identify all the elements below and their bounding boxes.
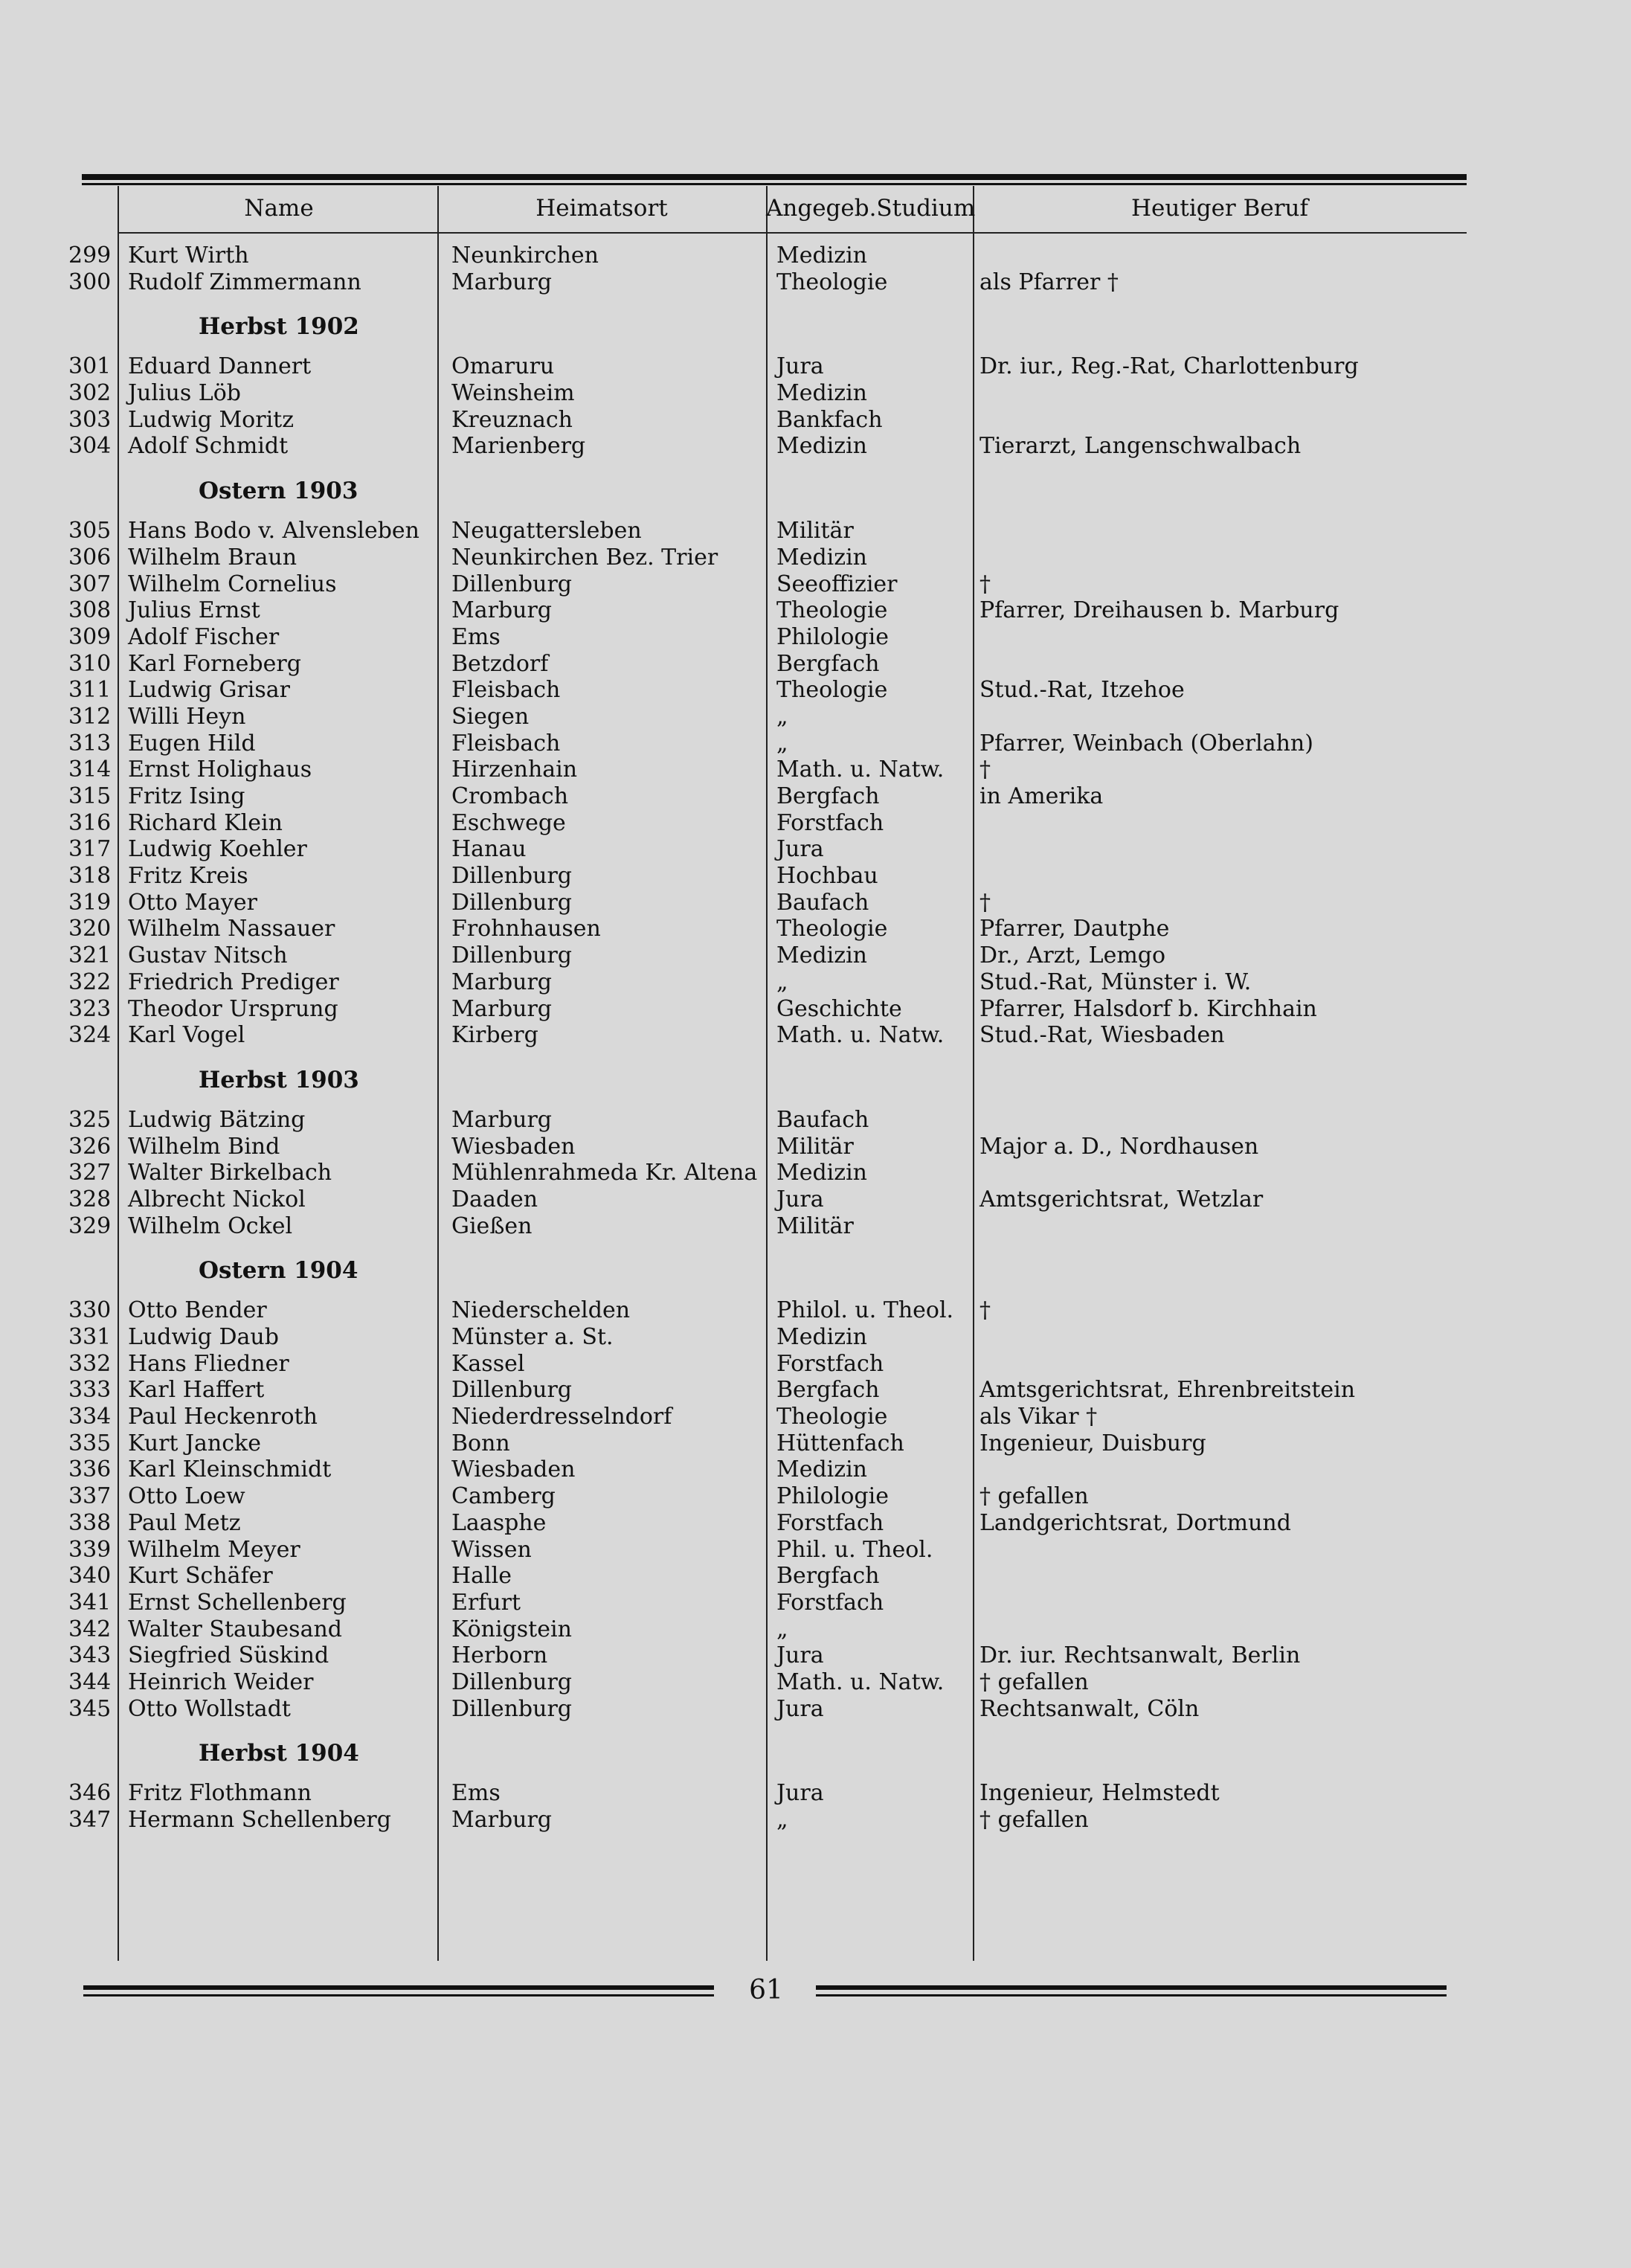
hometown: Fleisbach — [451, 677, 561, 704]
student-name: Wilhelm Cornelius — [128, 571, 337, 597]
hometown: Dillenburg — [451, 1668, 572, 1695]
profession: Major a. D., Nordhausen — [979, 1133, 1259, 1160]
hometown: Halle — [451, 1563, 512, 1590]
footer-rule-left — [83, 1985, 714, 1990]
study-field: Forstfach — [776, 1509, 884, 1536]
study-field: Jura — [776, 1695, 824, 1722]
spacer — [68, 234, 1467, 242]
student-name: Paul Metz — [128, 1509, 241, 1536]
study-field: Bergfach — [776, 1377, 880, 1404]
hometown: Mühlenrahmeda Kr. Altena — [451, 1160, 758, 1186]
table-row — [68, 651, 1467, 678]
hometown: Neunkirchen Bez. Trier — [451, 544, 718, 571]
hometown: Erfurt — [451, 1589, 521, 1616]
hometown: Siegen — [451, 703, 530, 730]
student-name: Otto Mayer — [128, 889, 257, 916]
profession: Pfarrer, Dautphe — [979, 916, 1170, 942]
hometown: Omaruru — [451, 353, 555, 380]
header-profession: Heutiger Beruf — [1131, 195, 1308, 222]
study-field: Baufach — [776, 1106, 869, 1133]
row-number: 302 — [68, 380, 112, 407]
study-field: Jura — [776, 1186, 824, 1212]
table-row — [68, 730, 1467, 757]
table-row — [68, 1483, 1467, 1510]
row-number: 337 — [68, 1483, 112, 1510]
hometown: Wiesbaden — [451, 1456, 576, 1483]
study-field: Seeoffizier — [776, 571, 898, 597]
student-name: Ludwig Grisar — [128, 677, 290, 704]
student-name: Otto Wollstadt — [128, 1695, 291, 1722]
footer-rule-right-thin — [816, 1994, 1447, 1996]
study-field: Baufach — [776, 889, 869, 916]
profession: als Pfarrer † — [979, 269, 1119, 295]
header-name: Name — [244, 195, 314, 222]
profession: Stud.-Rat, Wiesbaden — [979, 1022, 1225, 1049]
row-number: 346 — [68, 1780, 112, 1807]
table-row — [68, 1780, 1467, 1807]
table-row — [68, 1351, 1467, 1378]
hometown: Eschwege — [451, 809, 566, 836]
hometown: Marburg — [451, 1106, 553, 1133]
student-name: Kurt Jancke — [128, 1430, 261, 1456]
student-name: Kurt Wirth — [128, 242, 249, 269]
table-row — [68, 783, 1467, 810]
hometown: Niederdresselndorf — [451, 1404, 672, 1430]
hometown: Marburg — [451, 995, 553, 1022]
row-number: 342 — [68, 1616, 112, 1642]
student-name: Adolf Fischer — [128, 623, 280, 650]
table-row — [68, 269, 1467, 296]
student-name: Ernst Holighaus — [128, 756, 312, 783]
profession: als Vikar † — [979, 1404, 1098, 1430]
student-name: Fritz Flothmann — [128, 1780, 312, 1807]
student-name: Ludwig Koehler — [128, 836, 307, 863]
table-row — [68, 1510, 1467, 1537]
row-number: 326 — [68, 1133, 112, 1160]
hometown: Kassel — [451, 1350, 525, 1377]
study-field: Bergfach — [776, 650, 880, 677]
row-number: 300 — [68, 269, 112, 295]
student-name: Rudolf Zimmermann — [128, 269, 361, 295]
hometown: Neugattersleben — [451, 518, 642, 544]
study-field: Medizin — [776, 942, 867, 969]
student-name: Walter Staubesand — [128, 1616, 342, 1642]
table-row — [68, 677, 1467, 704]
study-field: Medizin — [776, 242, 867, 269]
profession: Amtsgerichtsrat, Wetzlar — [979, 1186, 1264, 1212]
hometown: Königstein — [451, 1616, 572, 1642]
row-number: 333 — [68, 1377, 112, 1404]
student-name: Wilhelm Nassauer — [128, 916, 335, 942]
profession: Dr., Arzt, Lemgo — [979, 942, 1166, 969]
row-number: 321 — [68, 942, 112, 969]
table-row — [68, 756, 1467, 783]
student-name: Heinrich Weider — [128, 1668, 314, 1695]
footer-rule-right — [816, 1985, 1447, 1990]
table-row — [68, 380, 1467, 407]
table-row — [68, 1107, 1467, 1134]
study-field: „ — [776, 1616, 788, 1642]
study-field: Jura — [776, 1642, 824, 1669]
table-row — [68, 1669, 1467, 1696]
row-number: 336 — [68, 1456, 112, 1483]
hometown: Bonn — [451, 1430, 510, 1456]
hometown: Dillenburg — [451, 1695, 572, 1722]
table-row — [68, 597, 1467, 624]
student-name: Wilhelm Bind — [128, 1133, 280, 1160]
table-row — [68, 1430, 1467, 1457]
student-name: Friedrich Prediger — [128, 968, 339, 995]
row-number: 309 — [68, 623, 112, 650]
row-number: 347 — [68, 1807, 112, 1833]
row-number: 338 — [68, 1509, 112, 1536]
student-name: Paul Heckenroth — [128, 1404, 318, 1430]
table-row — [68, 407, 1467, 434]
section-heading — [68, 295, 1467, 353]
student-name: Wilhelm Meyer — [128, 1536, 300, 1563]
student-name: Richard Klein — [128, 809, 283, 836]
student-name: Kurt Schäfer — [128, 1563, 273, 1590]
row-number: 313 — [68, 730, 112, 756]
table-row — [68, 433, 1467, 460]
page-footer — [0, 1975, 1631, 2020]
table-row — [68, 1696, 1467, 1723]
hometown: Marburg — [451, 269, 553, 295]
study-field: Theologie — [776, 916, 888, 942]
study-field: Philol. u. Theol. — [776, 1297, 954, 1324]
row-number: 306 — [68, 544, 112, 571]
row-number: 319 — [68, 889, 112, 916]
hometown: Ems — [451, 1780, 501, 1807]
profession: Pfarrer, Halsdorf b. Kirchhain — [979, 995, 1317, 1022]
section-heading — [68, 460, 1467, 518]
profession: Pfarrer, Dreihausen b. Marburg — [979, 597, 1339, 624]
section-title: Ostern 1904 — [199, 1257, 358, 1285]
row-number: 328 — [68, 1186, 112, 1212]
profession: † — [979, 889, 991, 916]
row-number: 327 — [68, 1160, 112, 1186]
profession: Dr. iur., Reg.-Rat, Charlottenburg — [979, 353, 1359, 380]
table-row — [68, 353, 1467, 380]
study-field: Forstfach — [776, 809, 884, 836]
hometown: Dillenburg — [451, 889, 572, 916]
study-field: „ — [776, 730, 788, 756]
hometown: Münster a. St. — [451, 1324, 614, 1350]
profession: Tierarzt, Langenschwalbach — [979, 433, 1302, 460]
table-row — [68, 1616, 1467, 1643]
row-number: 303 — [68, 406, 112, 433]
row-number: 307 — [68, 571, 112, 597]
top-rule-thick — [82, 174, 1467, 180]
hometown: Kreuznach — [451, 406, 573, 433]
hometown: Marburg — [451, 968, 553, 995]
study-field: Hüttenfach — [776, 1430, 904, 1456]
row-number: 339 — [68, 1536, 112, 1563]
hometown: Kirberg — [451, 1022, 538, 1049]
student-name: Fritz Kreis — [128, 863, 248, 890]
profession: † — [979, 571, 991, 597]
hometown: Daaden — [451, 1186, 538, 1212]
student-name: Otto Bender — [128, 1297, 267, 1324]
row-number: 345 — [68, 1695, 112, 1722]
student-name: Eugen Hild — [128, 730, 256, 756]
student-name: Julius Löb — [128, 380, 241, 407]
table-row — [68, 1324, 1467, 1351]
row-number: 341 — [68, 1589, 112, 1616]
hometown: Wiesbaden — [451, 1133, 576, 1160]
hometown: Camberg — [451, 1483, 556, 1510]
section-heading — [68, 1239, 1467, 1297]
row-number: 311 — [68, 677, 112, 704]
student-name: Ludwig Moritz — [128, 406, 295, 433]
row-number: 315 — [68, 783, 112, 809]
student-name: Wilhelm Braun — [128, 544, 297, 571]
table-row — [68, 1377, 1467, 1404]
study-field: Forstfach — [776, 1589, 884, 1616]
student-name: Hermann Schellenberg — [128, 1807, 391, 1833]
profession: Ingenieur, Duisburg — [979, 1430, 1206, 1456]
table-row — [68, 1297, 1467, 1324]
table-row — [68, 704, 1467, 730]
table-row — [68, 810, 1467, 837]
row-number: 335 — [68, 1430, 112, 1456]
table-row — [68, 1590, 1467, 1616]
hometown: Fleisbach — [451, 730, 561, 756]
study-field: Medizin — [776, 1160, 867, 1186]
hometown: Hanau — [451, 836, 527, 863]
table-row — [68, 242, 1467, 269]
table-row — [68, 969, 1467, 996]
row-number: 320 — [68, 916, 112, 942]
study-field: Jura — [776, 353, 824, 380]
study-field: Medizin — [776, 380, 867, 407]
study-field: Medizin — [776, 1324, 867, 1350]
row-number: 318 — [68, 863, 112, 890]
hometown: Dillenburg — [451, 571, 572, 597]
student-name: Hans Fliedner — [128, 1350, 289, 1377]
hometown: Gießen — [451, 1212, 533, 1239]
study-field: Bankfach — [776, 406, 883, 433]
row-number: 332 — [68, 1350, 112, 1377]
row-number: 331 — [68, 1324, 112, 1350]
table-row — [68, 1537, 1467, 1564]
student-name: Fritz Ising — [128, 783, 245, 809]
student-name: Karl Kleinschmidt — [128, 1456, 332, 1483]
study-field: Bergfach — [776, 783, 880, 809]
row-number: 323 — [68, 995, 112, 1022]
row-number: 316 — [68, 809, 112, 836]
study-field: „ — [776, 703, 788, 730]
study-field: Medizin — [776, 433, 867, 460]
header-study: Angegeb.Studium — [766, 195, 976, 222]
row-number: 312 — [68, 703, 112, 730]
table-row — [68, 942, 1467, 969]
table-row — [68, 1563, 1467, 1590]
profession: † — [979, 756, 991, 783]
hometown: Wissen — [451, 1536, 532, 1563]
study-field: Jura — [776, 836, 824, 863]
profession: † gefallen — [979, 1483, 1089, 1510]
row-number: 304 — [68, 433, 112, 460]
row-number: 344 — [68, 1668, 112, 1695]
section-heading — [68, 1722, 1467, 1780]
row-number: 305 — [68, 518, 112, 544]
table-row — [68, 1807, 1467, 1834]
student-name: Karl Forneberg — [128, 650, 301, 677]
row-number: 314 — [68, 756, 112, 783]
row-number: 329 — [68, 1212, 112, 1239]
row-number: 322 — [68, 968, 112, 995]
profession: Pfarrer, Weinbach (Oberlahn) — [979, 730, 1313, 756]
table-row — [68, 1186, 1467, 1213]
student-name: Wilhelm Ockel — [128, 1212, 293, 1239]
table-row — [68, 624, 1467, 651]
profession: † gefallen — [979, 1807, 1089, 1833]
student-name: Gustav Nitsch — [128, 942, 288, 969]
row-number: 299 — [68, 242, 112, 269]
top-rule-thin — [82, 183, 1467, 185]
hometown: Marburg — [451, 1807, 553, 1833]
study-field: Medizin — [776, 1456, 867, 1483]
hometown: Herborn — [451, 1642, 548, 1669]
table-row — [68, 1134, 1467, 1160]
section-title: Herbst 1903 — [199, 1066, 359, 1093]
study-field: Math. u. Natw. — [776, 1022, 945, 1049]
table-row — [68, 1642, 1467, 1669]
section-title: Herbst 1904 — [199, 1740, 359, 1767]
table-row — [68, 916, 1467, 942]
hometown: Weinsheim — [451, 380, 575, 407]
hometown: Ems — [451, 623, 501, 650]
section-title: Ostern 1903 — [199, 478, 358, 505]
student-name: Hans Bodo v. Alvensleben — [128, 518, 419, 544]
table-row — [68, 1456, 1467, 1483]
row-number: 324 — [68, 1022, 112, 1049]
student-name: Albrecht Nickol — [128, 1186, 306, 1212]
section-title: Herbst 1902 — [199, 313, 359, 341]
page-number: 61 — [749, 1975, 783, 2005]
profession: Ingenieur, Helmstedt — [979, 1780, 1220, 1807]
hometown: Dillenburg — [451, 863, 572, 890]
student-name: Siegfried Süskind — [128, 1642, 329, 1669]
student-name: Julius Ernst — [128, 597, 260, 624]
student-name: Theodor Ursprung — [128, 995, 338, 1022]
study-field: Militär — [776, 518, 854, 544]
profession: Rechtsanwalt, Cöln — [979, 1695, 1200, 1722]
hometown: Crombach — [451, 783, 569, 809]
student-name: Ernst Schellenberg — [128, 1589, 347, 1616]
study-field: Math. u. Natw. — [776, 756, 945, 783]
study-field: Philologie — [776, 1483, 889, 1510]
table-row — [68, 1404, 1467, 1430]
section-heading — [68, 1049, 1467, 1107]
study-field: „ — [776, 968, 788, 995]
profession: Dr. iur. Rechtsanwalt, Berlin — [979, 1642, 1301, 1669]
hometown: Betzdorf — [451, 650, 549, 677]
student-name: Eduard Dannert — [128, 353, 312, 380]
table-header — [68, 186, 1467, 232]
profession: Stud.-Rat, Itzehoe — [979, 677, 1185, 704]
student-name: Karl Haffert — [128, 1377, 265, 1404]
profession: † gefallen — [979, 1668, 1089, 1695]
hometown: Marienberg — [451, 433, 586, 460]
table-row — [68, 1022, 1467, 1049]
student-name: Ludwig Bätzing — [128, 1106, 306, 1133]
row-number: 340 — [68, 1563, 112, 1590]
table-row — [68, 996, 1467, 1023]
register-table — [68, 186, 1467, 1834]
study-field: Bergfach — [776, 1563, 880, 1590]
row-number: 330 — [68, 1297, 112, 1324]
row-number: 343 — [68, 1642, 112, 1669]
study-field: Theologie — [776, 1404, 888, 1430]
hometown: Frohnhausen — [451, 916, 601, 942]
table-row — [68, 1160, 1467, 1186]
study-field: Phil. u. Theol. — [776, 1536, 933, 1563]
study-field: Geschichte — [776, 995, 902, 1022]
student-name: Karl Vogel — [128, 1022, 245, 1049]
table-row — [68, 863, 1467, 890]
study-field: Theologie — [776, 269, 888, 295]
study-field: Hochbau — [776, 863, 878, 890]
table-row — [68, 890, 1467, 916]
profession: Amtsgerichtsrat, Ehrenbreitstein — [979, 1377, 1356, 1404]
study-field: Forstfach — [776, 1350, 884, 1377]
study-field: „ — [776, 1807, 788, 1833]
profession: † — [979, 1297, 991, 1324]
table-row — [68, 544, 1467, 571]
study-field: Theologie — [776, 677, 888, 704]
row-number: 310 — [68, 650, 112, 677]
study-field: Math. u. Natw. — [776, 1668, 945, 1695]
student-name: Walter Birkelbach — [128, 1160, 332, 1186]
study-field: Theologie — [776, 597, 888, 624]
table-row — [68, 1213, 1467, 1240]
hometown: Niederschelden — [451, 1297, 631, 1324]
study-field: Militär — [776, 1133, 854, 1160]
profession: Landgerichtsrat, Dortmund — [979, 1509, 1291, 1536]
profession: Stud.-Rat, Münster i. W. — [979, 968, 1252, 995]
hometown: Hirzenhain — [451, 756, 578, 783]
study-field: Philologie — [776, 623, 889, 650]
student-name: Otto Loew — [128, 1483, 245, 1510]
student-name: Ludwig Daub — [128, 1324, 279, 1350]
row-number: 308 — [68, 597, 112, 624]
study-field: Militär — [776, 1212, 854, 1239]
hometown: Dillenburg — [451, 1377, 572, 1404]
row-number: 325 — [68, 1106, 112, 1133]
hometown: Laasphe — [451, 1509, 547, 1536]
row-number: 301 — [68, 353, 112, 380]
hometown: Neunkirchen — [451, 242, 599, 269]
hometown: Marburg — [451, 597, 553, 624]
table-row — [68, 571, 1467, 598]
table-row — [68, 836, 1467, 863]
study-field: Jura — [776, 1780, 824, 1807]
student-name: Adolf Schmidt — [128, 433, 289, 460]
table-row — [68, 518, 1467, 544]
table-body — [68, 234, 1467, 1834]
study-field: Medizin — [776, 544, 867, 571]
footer-rule-left-thin — [83, 1994, 714, 1996]
row-number: 334 — [68, 1404, 112, 1430]
row-number: 317 — [68, 836, 112, 863]
hometown: Dillenburg — [451, 942, 572, 969]
header-hometown: Heimatsort — [535, 195, 668, 222]
profession: in Amerika — [979, 783, 1104, 809]
student-name: Willi Heyn — [128, 703, 246, 730]
